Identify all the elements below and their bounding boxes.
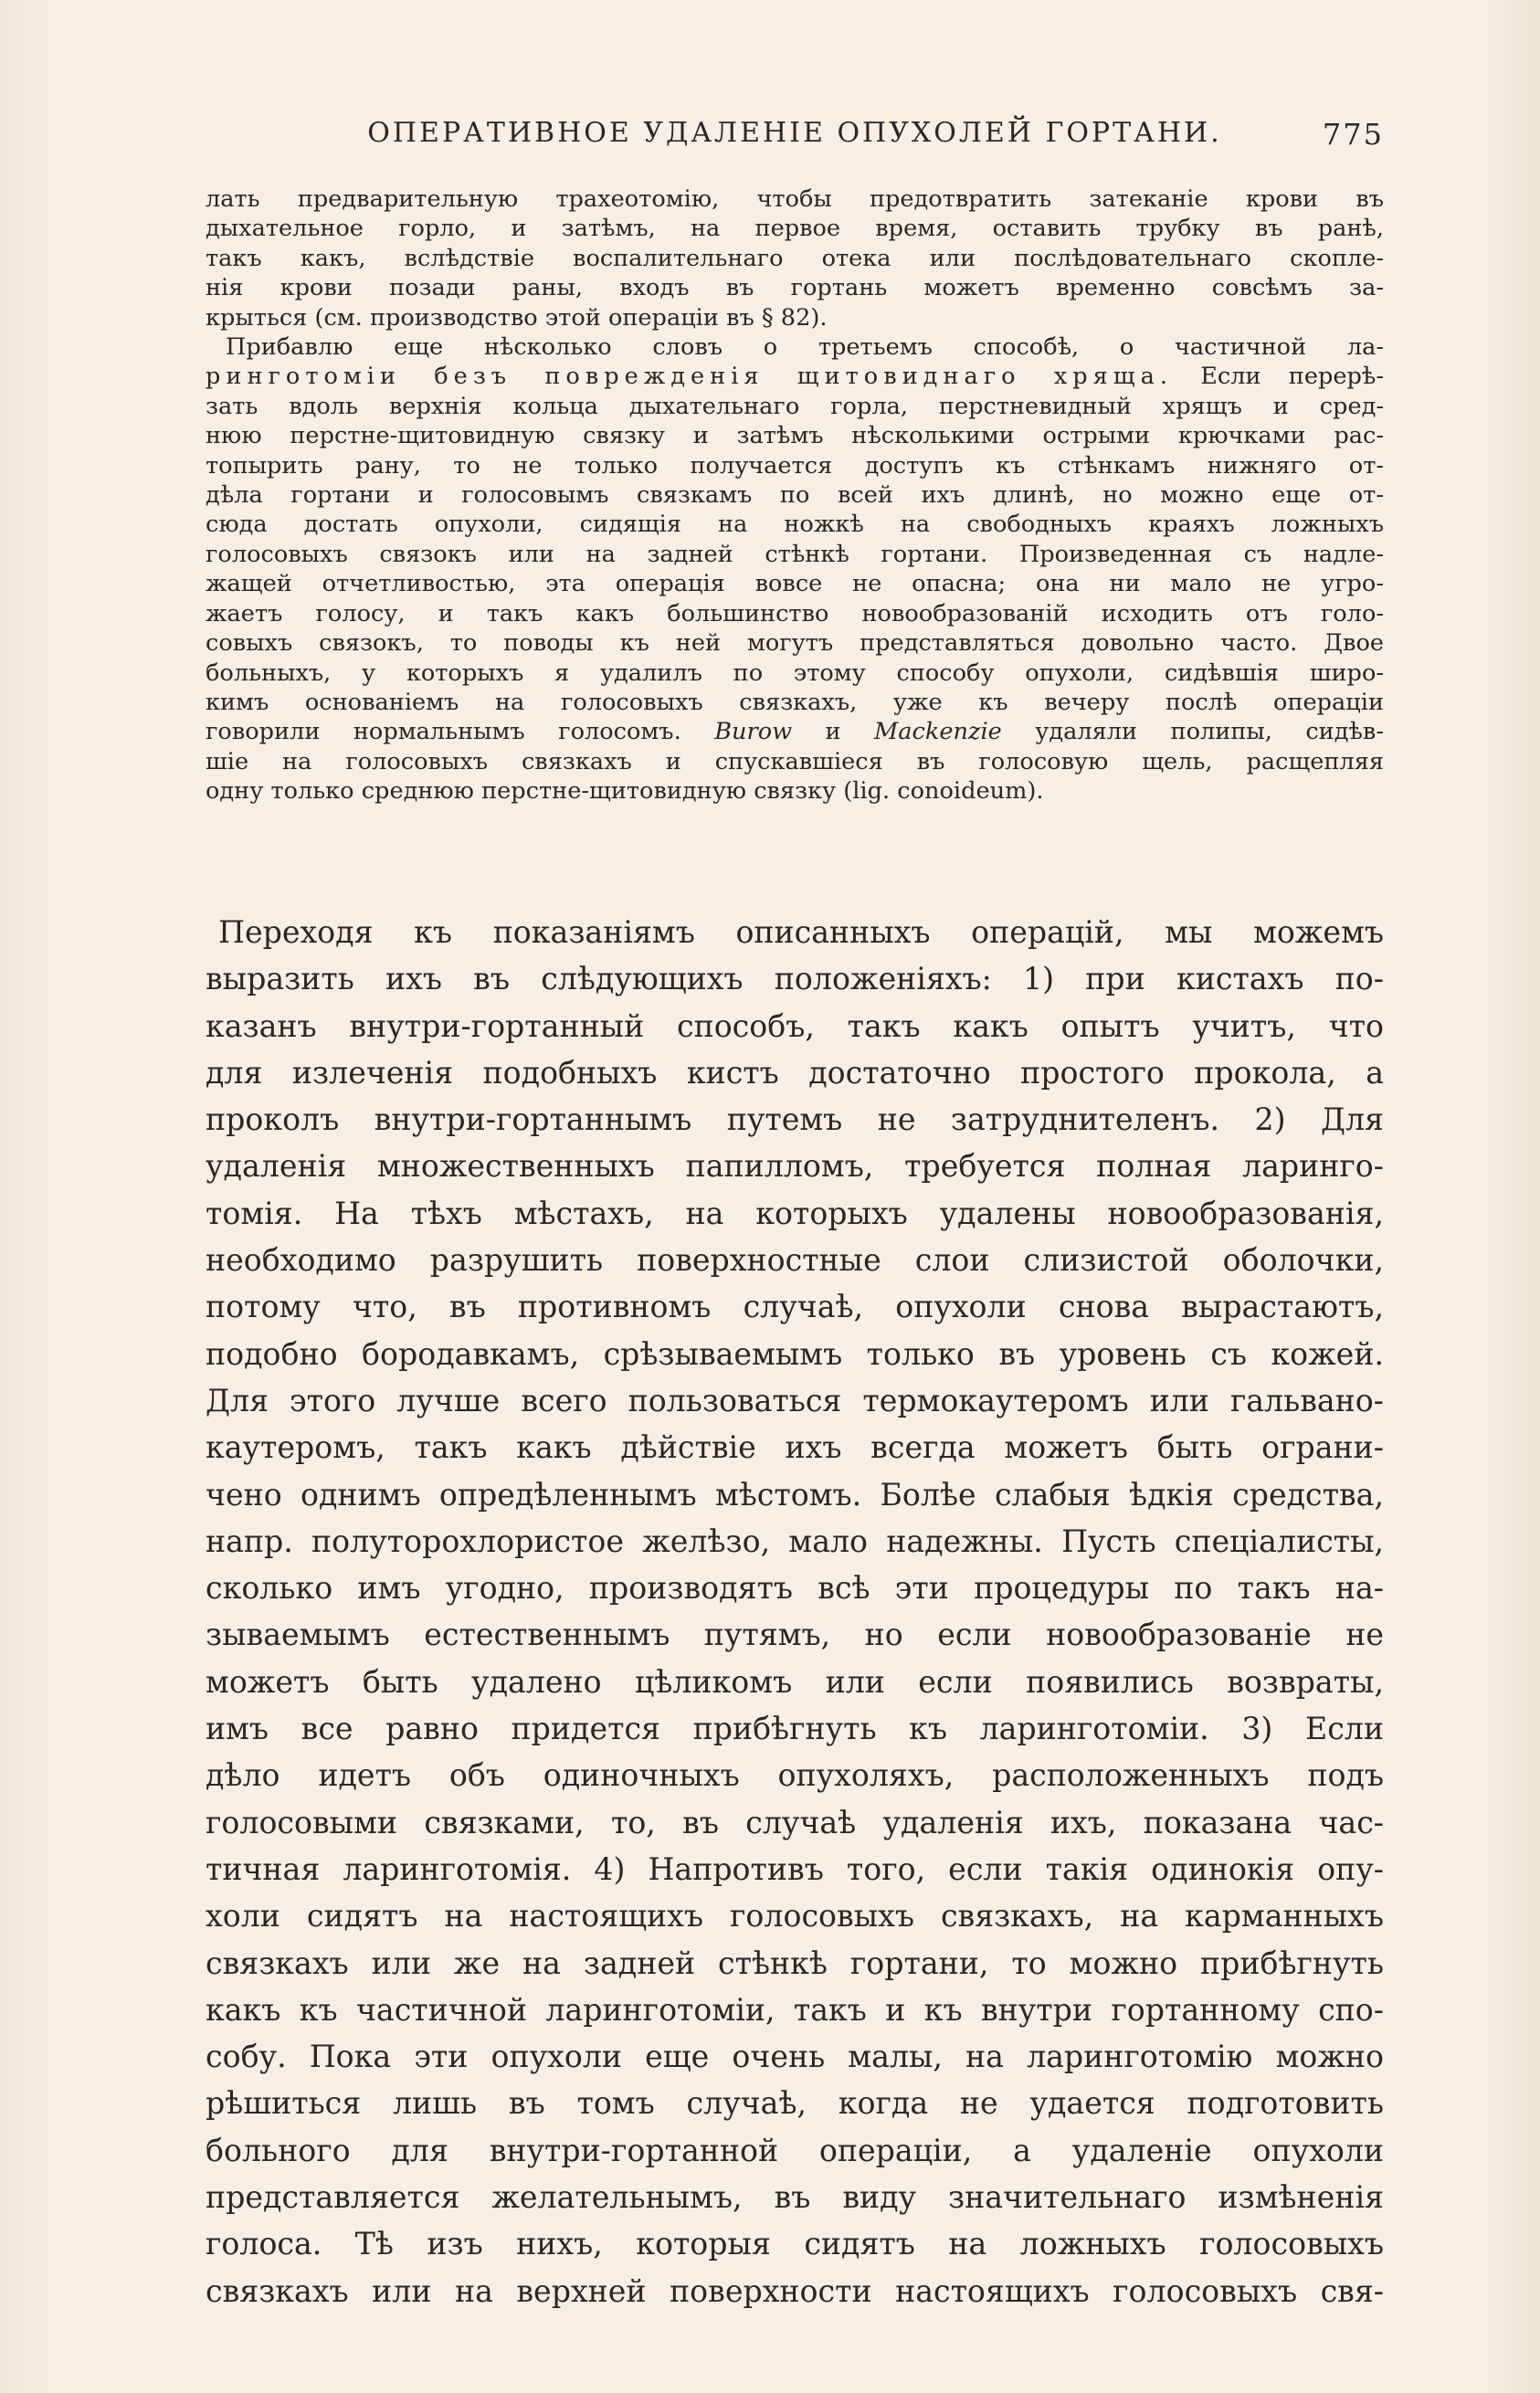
text-line: голосовыми связками, то, въ случаѣ удаленія ихъ, показана час-	[206, 1804, 1384, 1840]
text-line: сколько имъ угодно, производятъ всѣ эти процедуры по такъ на-	[206, 1570, 1384, 1607]
author-name: Mackenzie	[874, 718, 1002, 746]
text-line: для излеченія подобныхъ кистъ достаточно простого прокола, а	[206, 1054, 1384, 1091]
text-line: топырить рану, то не только получается доступъ къ стѣнкамъ нижняго от-	[206, 451, 1384, 480]
text-line: холи сидятъ на настоящихъ голосовыхъ связкахъ, на карманныхъ	[206, 1898, 1384, 1934]
text-line: представляется желательнымъ, въ виду значительнаго измѣненія	[206, 2179, 1384, 2216]
small-print-paragraphs	[206, 184, 1384, 806]
text-fragment: Если перерѣ-	[1172, 363, 1384, 391]
text-line: лать предварительную трахеотомію, чтобы предотвратить затеканіе крови въ	[206, 185, 1384, 213]
text-line: крыться (см. производство этой операціи въ § 82).	[206, 303, 828, 332]
text-line: необходимо разрушить поверхностные слои слизистой оболочки,	[206, 1242, 1384, 1279]
text-line: дыхательное горло, и затѣмъ, на первое время, оставить трубку въ ранѣ,	[206, 215, 1384, 243]
text-line: выразить ихъ въ слѣдующихъ положеніяхъ: 1) при кистахъ по-	[206, 961, 1384, 997]
text-line: больного для внутри-гортанной операціи, а удаленіе опухоли	[206, 2132, 1384, 2168]
text-line: дѣла гортани и голосовымъ связкамъ по всей ихъ длинѣ, но можно еще от-	[206, 481, 1384, 510]
text-line: связкахъ или на верхней поверхности настоящихъ голосовыхъ свя-	[206, 2272, 1384, 2309]
text-line: шіе на голосовыхъ связкахъ и спускавшіеся въ голосовую щель, расщепляя	[206, 747, 1384, 775]
text-line	[206, 717, 1384, 746]
author-name: Burow	[714, 718, 793, 746]
text-line: сюда достать опухоли, сидящія на ножкѣ на свободныхъ краяхъ ложныхъ	[206, 511, 1384, 539]
page-number: 775	[1322, 117, 1384, 152]
text-line: одну только среднюю перстне-щитовидную связку (lig. conoideum).	[206, 777, 1044, 806]
text-fragment: говорили нормальнымъ голосомъ.	[206, 718, 715, 746]
text-line: потому что, въ противномъ случаѣ, опухоли снова вырастаютъ,	[206, 1289, 1384, 1325]
text-line: больныхъ, у которыхъ я удалилъ по этому способу опухоли, сидѣвшія широ-	[206, 659, 1384, 687]
text-line: жаетъ голосу, и такъ какъ большинство новообразованій исходить отъ голо-	[206, 599, 1384, 627]
emphasized-term: ринготоміи безъ поврежденія щитовиднаго хряща.	[206, 363, 1173, 391]
text-line: имъ все равно придется прибѣгнуть къ ларинготоміи. 3) Если	[206, 1711, 1384, 1747]
text-line: нія крови позади раны, входъ въ гортань можетъ временно совсѣмъ за-	[206, 274, 1384, 302]
text-line: Переходя къ показаніямъ описанныхъ операцій, мы можемъ	[218, 914, 1384, 950]
text-line: собу. Пока эти опухоли еще очень малы, на ларинготомію можно	[206, 2039, 1384, 2075]
text-line: томія. На тѣхъ мѣстахъ, на которыхъ удалены новообразованія,	[206, 1195, 1384, 1231]
text-line: голоса. Тѣ изъ нихъ, которыя сидятъ на ложныхъ голосовыхъ	[206, 2226, 1384, 2262]
text-line: подобно бородавкамъ, срѣзываемымъ только въ уровень съ кожей.	[206, 1335, 1384, 1372]
text-fragment: удаляли полипы, сидѣв-	[1001, 718, 1384, 746]
text-line: рѣшиться лишь въ томъ случаѣ, когда не удается подготовить	[206, 2085, 1384, 2122]
text-line: Прибавлю еще нѣсколько словъ о третьемъ способѣ, о частичной ла-	[226, 333, 1384, 362]
text-line: совыхъ связокъ, то поводы къ ней могутъ представляться довольно часто. Двое	[206, 629, 1384, 658]
text-line: связкахъ или же на задней стѣнкѣ гортани, то можно прибѣгнуть	[206, 1945, 1384, 1981]
text-line: какъ къ частичной ларинготоміи, такъ и къ внутри гортанному спо-	[206, 1991, 1384, 2028]
text-line: голосовыхъ связокъ или на задней стѣнкѣ гортани. Произведенная съ надле-	[206, 540, 1384, 568]
running-title: ОПЕРАТИВНОЕ УДАЛЕНІЕ ОПУХОЛЕЙ ГОРТАНИ.	[367, 117, 1222, 149]
text-line: каутеромъ, такъ какъ дѣйствіе ихъ всегда можетъ быть ограни-	[206, 1429, 1384, 1466]
text-line: такъ какъ, вслѣдствіе воспалительнаго отека или послѣдовательнаго скопле-	[206, 244, 1384, 272]
page-header	[206, 117, 1384, 163]
text-line: зать вдоль верхнія кольца дыхательнаго горла, перстневидный хрящъ и сред-	[206, 392, 1384, 420]
text-line: напр. полуторохлористое желѣзо, мало надежны. Пусть спеціалисты,	[206, 1523, 1384, 1559]
text-line: удаленія множественныхъ папилломъ, требуется полная ларинго-	[206, 1148, 1384, 1185]
text-line: дѣло идетъ объ одиночныхъ опухоляхъ, расположенныхъ подъ	[206, 1757, 1384, 1794]
text-line: жащей отчетливостью, эта операція вовсе не опасна; она ни мало не угро-	[206, 570, 1384, 598]
text-line: чено однимъ опредѣленнымъ мѣстомъ. Болѣе слабыя ѣдкія средства,	[206, 1476, 1384, 1513]
text-line: проколъ внутри-гортаннымъ путемъ не затруднителенъ. 2) Для	[206, 1102, 1384, 1138]
text-line: казанъ внутри-гортанный способъ, такъ какъ опытъ учитъ, что	[206, 1007, 1384, 1044]
text-line: Для этого лучше всего пользоваться термокаутеромъ или гальвано-	[206, 1382, 1384, 1418]
text-line	[206, 362, 1384, 391]
text-line: нюю перстне-щитовидную связку и затѣмъ нѣсколькими острыми крючками рас-	[206, 422, 1384, 450]
text-line: кимъ основаніемъ на голосовыхъ связкахъ, уже къ вечеру послѣ операціи	[206, 688, 1384, 716]
text-fragment: и	[792, 718, 875, 746]
text-line: тичная ларинготомія. 4) Напротивъ того, если такія одинокія опу-	[206, 1850, 1384, 1887]
main-paragraph	[206, 909, 1384, 2314]
text-line: зываемымъ естественнымъ путямъ, но если новообразованіе не	[206, 1617, 1384, 1653]
text-line: можетъ быть удалено цѣликомъ или если появились возвраты,	[206, 1663, 1384, 1700]
